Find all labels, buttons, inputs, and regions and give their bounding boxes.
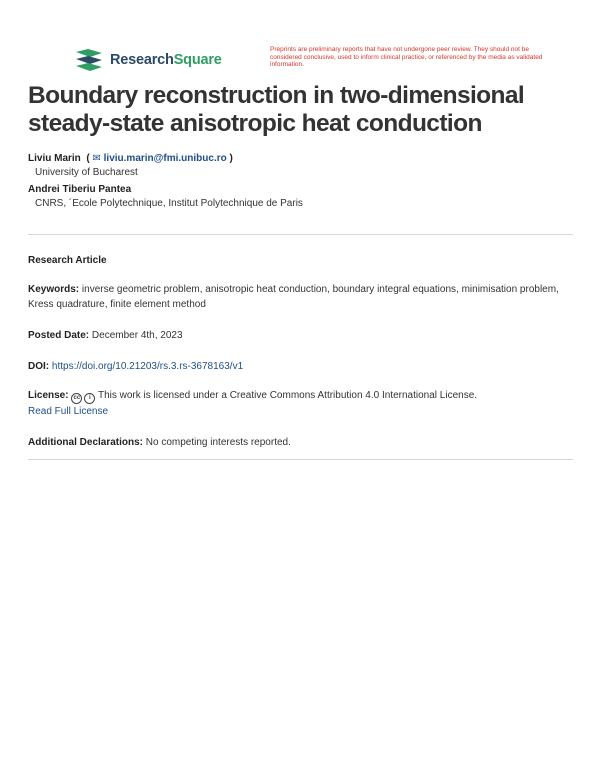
posted-date: Posted Date: December 4th, 2023 <box>28 330 183 341</box>
author-affiliation: CNRS, ´Ecole Polytechnique, Institut Polytechnique de Paris <box>35 198 303 209</box>
license: License: cc i This work is licensed under a Creative Commons Attribution 4.0 International License. Read Full License <box>28 390 478 417</box>
author-name: Andrei Tiberiu Pantea <box>28 184 132 195</box>
read-full-license-link[interactable]: Read Full License <box>28 406 109 417</box>
paper-title: Boundary reconstruction in two-dimensional steady-state anisotropic heat conduction <box>28 82 525 137</box>
author-list <box>28 153 303 209</box>
cc-by-icon: cc i <box>71 393 95 404</box>
doi-link[interactable]: https://doi.org/10.21203/rs.3.rs-3678163/v1 <box>51 361 244 372</box>
author-1: Liviu Marin ( ✉ liviu.marin@fmi.unibuc.ro ) University of Bucharest <box>28 153 303 178</box>
keywords <box>28 282 573 312</box>
keywords-value: inverse geometric problem, anisotropic heat conduction, boundary integral equations, minimisation problem, Kress quadrature, finite element method <box>28 284 559 310</box>
logo-text: ResearchSquare <box>110 52 222 68</box>
divider <box>28 459 573 460</box>
email-icon: ✉ <box>92 153 101 164</box>
author-email-link[interactable]: liviu.marin@fmi.unibuc.ro <box>103 153 227 164</box>
doi: DOI: https://doi.org/10.21203/rs.3.rs-3678163/v1 <box>28 361 244 372</box>
research-square-logo[interactable] <box>74 48 222 72</box>
article-type: Research Article <box>28 255 107 266</box>
author-2 <box>28 184 303 209</box>
keywords-label: Keywords: <box>28 284 80 295</box>
divider <box>28 234 573 235</box>
author-affiliation: University of Bucharest <box>35 167 138 178</box>
research-square-logo-icon <box>74 48 104 72</box>
additional-declarations: Additional Declarations: No competing interests reported. <box>28 437 291 448</box>
header <box>74 46 544 76</box>
author-name: Liviu Marin <box>28 153 81 164</box>
preprint-disclaimer: Preprints are preliminary reports that have not undergone peer review. They should not be considered conclusive, used to inform clinical practice, or referenced by the media as validated information. <box>270 46 543 68</box>
